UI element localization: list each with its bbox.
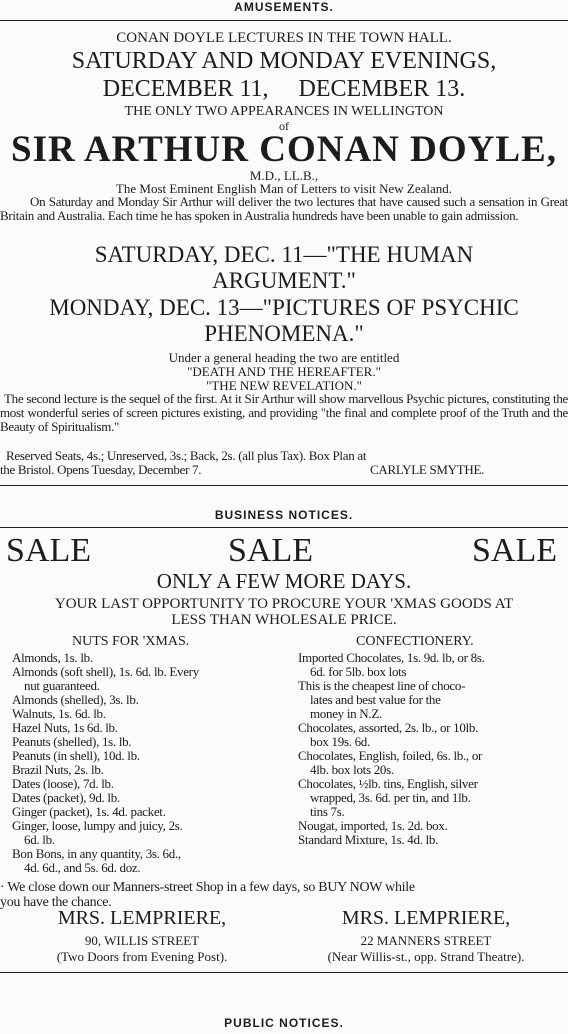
- list-item: Almonds, 1s. lb.: [12, 650, 93, 665]
- list-item: 6d. lb.: [24, 832, 55, 847]
- confectionery-header: CONFECTIONERY.: [356, 634, 474, 649]
- list-item: wrapped, 3s. 6d. per tin, and 1lb.: [310, 790, 471, 805]
- nuts-list: [12, 651, 284, 875]
- opportunity-line1: YOUR LAST OPPORTUNITY TO PROCURE YOUR 'XMAS GOODS AT: [54, 596, 514, 612]
- closing-notice-line2: you have the chance.: [0, 895, 112, 910]
- shop1-name: MRS. LEMPRIERE,: [57, 907, 227, 929]
- list-item: Chocolates, assorted, 2s. lb., or 10lb.: [298, 720, 479, 735]
- list-item: 4lb. box lots 20s.: [310, 762, 394, 777]
- monday-lecture-line1: MONDAY, DEC. 13—"PICTURES OF PSYCHIC: [49, 295, 519, 320]
- list-item: box 19s. 6d.: [310, 734, 370, 749]
- list-item: Dates (packet), 9d. lb.: [12, 790, 120, 805]
- closing-notice-line1: · We close down our Manners-street Shop in a few days, so BUY NOW while: [0, 880, 415, 895]
- list-item: Almonds (soft shell), 1s. 6d. lb. Every: [12, 664, 199, 679]
- section-header-business: BUSINESS NOTICES.: [214, 508, 354, 522]
- box-plan-line: the Bristol. Opens Tuesday, December 7.: [0, 462, 202, 477]
- list-item: Hazel Nuts, 1s 6d. lb.: [12, 720, 118, 735]
- eminent-line: The Most Eminent English Man of Letters to visit New Zealand.: [115, 181, 453, 196]
- dates-line: DECEMBER 11, DECEMBER 13.: [102, 76, 466, 102]
- list-item: tins 7s.: [310, 804, 345, 819]
- opportunity-line2: LESS THAN WHOLESALE PRICE.: [171, 612, 397, 628]
- nuts-header: NUTS FOR 'XMAS.: [72, 634, 190, 649]
- sale-word-center: SALE: [228, 532, 313, 569]
- list-item: Dates (loose), 7d. lb.: [12, 776, 114, 791]
- appearances-line: THE ONLY TWO APPEARANCES IN WELLINGTON: [124, 104, 444, 119]
- saturday-lecture-line2: ARGUMENT.": [212, 268, 356, 293]
- shop1-note: (Two Doors from Evening Post).: [56, 949, 228, 964]
- general-heading-line: Under a general heading the two are entitled: [168, 350, 400, 365]
- death-hereafter-title: "DEATH AND THE HEREAFTER.": [187, 364, 381, 379]
- new-revelation-title: "THE NEW REVELATION.": [206, 378, 362, 393]
- confectionery-list: [298, 651, 560, 847]
- lectures-paragraph: On Saturday and Monday Sir Arthur will deliver the two lectures that have caused such a sensation in Great Britain and Australia. Each time he has spoken in Australia hundreds have been unable to gain admission.: [0, 194, 568, 223]
- section-rule: [0, 485, 568, 486]
- monday-lecture-line2: PHENOMENA.": [204, 321, 364, 346]
- shop1-address: 90, WILLIS STREET: [84, 933, 200, 948]
- few-days-line: ONLY A FEW MORE DAYS.: [156, 569, 412, 593]
- list-item: 4d. 6d., and 5s. 6d. doz.: [24, 860, 141, 875]
- list-item: Walnuts, 1s. 6d. lb.: [12, 706, 106, 721]
- list-item: Ginger, loose, lumpy and juicy, 2s.: [12, 818, 183, 833]
- list-item: Peanuts (shelled), 1s. lb.: [12, 734, 132, 749]
- lecture-title: CONAN DOYLE LECTURES IN THE TOWN HALL.: [116, 30, 452, 46]
- list-item: This is the cheapest line of choco-: [298, 678, 466, 693]
- shop2-note: (Near Willis-st., opp. Strand Theatre).: [327, 949, 525, 964]
- sale-word-right: SALE: [472, 532, 557, 569]
- of-line: of: [279, 119, 289, 133]
- speaker-degrees: M.D., LL.B.,: [249, 168, 319, 183]
- list-item: Bon Bons, in any quantity, 3s. 6d.,: [12, 846, 181, 861]
- list-item: Peanuts (in shell), 10d. lb.: [12, 748, 140, 763]
- list-item: lates and best value for the: [310, 692, 441, 707]
- list-item: Almonds (shelled), 3s. lb.: [12, 692, 139, 707]
- list-item: Chocolates, ½lb. tins, English, silver: [298, 776, 478, 791]
- top-rule: [0, 20, 568, 21]
- saturday-lecture-line1: SATURDAY, DEC. 11—"THE HUMAN: [94, 242, 474, 267]
- speaker-name: SIR ARTHUR CONAN DOYLE,: [11, 129, 557, 170]
- manager-name: CARLYLE SMYTHE.: [370, 462, 485, 477]
- shop2-address: 22 MANNERS STREET: [360, 933, 492, 948]
- sale-word-left: SALE: [6, 532, 91, 569]
- list-item: Standard Mixture, 1s. 4d. lb.: [298, 832, 439, 847]
- list-item: Brazil Nuts, 2s. lb.: [12, 762, 104, 777]
- section-header-public: PUBLIC NOTICES.: [224, 1016, 344, 1030]
- list-item: Imported Chocolates, 1s. 9d. lb, or 8s.: [298, 650, 485, 665]
- shop2-name: MRS. LEMPRIERE,: [341, 907, 511, 929]
- section-header-amusements: AMUSEMENTS.: [234, 0, 334, 14]
- second-lecture-paragraph: The second lecture is the sequel of the first. At it Sir Arthur will show marvellous Psychic pictures, constituting the most wonderful series of screen pictures existing, and providing "the final and complete proof of the Truth and the Beauty of Spiritualism.": [0, 391, 568, 434]
- evenings-line: SATURDAY AND MONDAY EVENINGS,: [71, 48, 497, 74]
- list-item: Chocolates, English, foiled, 6s. lb., or: [298, 748, 483, 763]
- seat-prices: Reserved Seats, 4s.; Unreserved, 3s.; Back, 2s. (all plus Tax). Box Plan at: [6, 448, 367, 463]
- section-rule: [0, 972, 568, 973]
- section-rule: [0, 527, 568, 528]
- list-item: Nougat, imported, 1s. 2d. box.: [298, 818, 448, 833]
- list-item: nut guaranteed.: [24, 678, 100, 693]
- list-item: 6d. for 5lb. box lots: [310, 664, 407, 679]
- list-item: Ginger (packet), 1s. 4d. packet.: [12, 804, 166, 819]
- list-item: money in N.Z.: [310, 706, 382, 721]
